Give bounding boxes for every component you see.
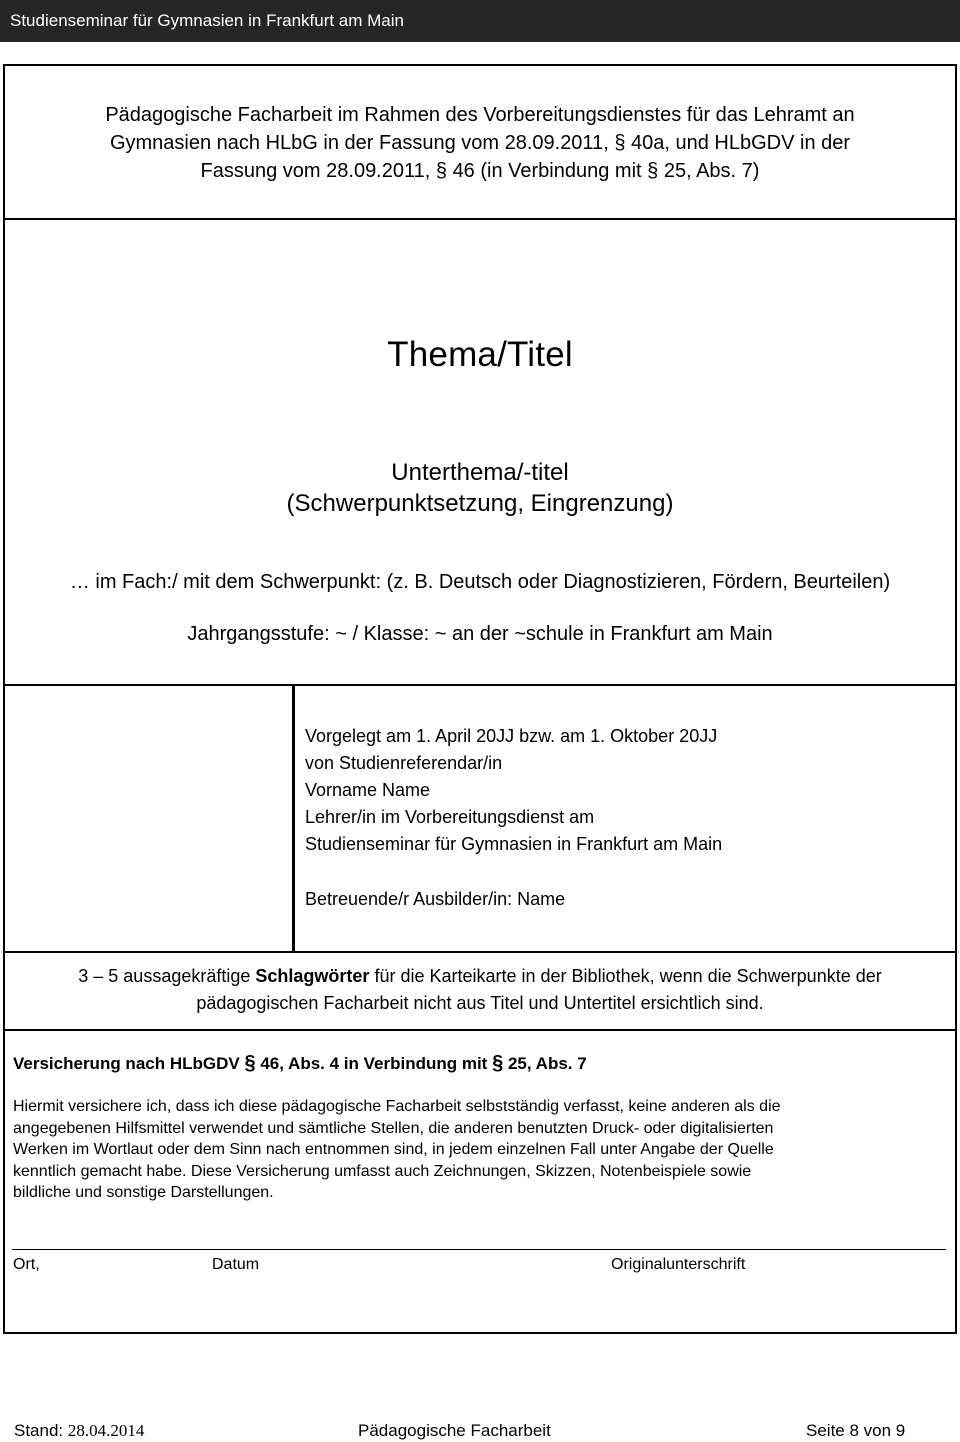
supervisor: Betreuende/r Ausbilder/in: Name [305, 889, 566, 909]
intro-line-2: Gymnasien nach HLbG in der Fassung vom 28.09.2011, § 40a, und HLbGDV in der [109, 132, 851, 154]
intro-line-3: Fassung vom 28.09.2011, § 46 (in Verbindung mit § 25, Abs. 7) [200, 160, 760, 182]
header-title: Studienseminar für Gymnasien in Frankfurt am Main [10, 11, 404, 30]
signature-place-label: Ort, [13, 1256, 40, 1273]
section-symbol: § [435, 160, 447, 182]
signature-date-label: Datum [212, 1256, 260, 1273]
declaration-line: Hiermit versichere ich, dass ich diese pädagogische Facharbeit selbstständig verfasst, keine anderen als die [13, 1098, 781, 1115]
keywords-line-2: pädagogischen Facharbeit nicht aus Titel und Untertitel ersichtlich sind. [196, 993, 764, 1013]
declaration-heading: Versicherung nach HLbGDV § 46, Abs. 4 in Verbindung mit § 25, Abs. 7 [13, 1052, 587, 1074]
signature-line [12, 1249, 946, 1250]
subject-line: … im Fach:/ mit dem Schwerpunkt: (z. B. Deutsch oder Diagnostizieren, Fördern, Beurteilen) [69, 571, 891, 593]
left-column-border [292, 684, 295, 952]
submission-date: Vorgelegt am 1. April 20JJ bzw. am 1. Oktober 20JJ [305, 726, 718, 746]
footer-stand: Stand: 28.04.2014 [14, 1421, 145, 1440]
author-role: Lehrer/in im Vorbereitungsdienst am [305, 807, 595, 827]
subtitle-line-1: Unterthema/-titel [391, 459, 569, 486]
keywords-note [10, 963, 950, 1017]
page-header [0, 0, 960, 42]
divider [3, 951, 957, 953]
divider [3, 218, 957, 220]
footer-stand-date: 28.04.2014 [67, 1421, 145, 1440]
author-name: Vorname Name [305, 780, 431, 800]
seminar-name: Studienseminar für Gymnasien in Frankfurt am Main [305, 834, 723, 854]
section-symbol: § [244, 1052, 256, 1074]
declaration-line: bildliche und sonstige Darstellungen. [13, 1184, 274, 1201]
declaration-text [13, 1096, 948, 1204]
keywords-emphasis: Schlagwörter [255, 966, 370, 986]
divider [3, 1029, 957, 1031]
footer-page-number: Seite 8 von 9 [806, 1421, 906, 1440]
declaration-line: angegebenen Hilfsmittel verwendet und sämtliche Stellen, die anderen benutzten Druck- oder digitalisierten [13, 1119, 774, 1137]
submission-info [305, 723, 945, 858]
thesis-title: Thema/Titel [387, 335, 573, 374]
subtitle-line-2: (Schwerpunktsetzung, Eingrenzung) [286, 490, 674, 517]
section-symbol: § [492, 1052, 504, 1074]
signature-original-label: Originalunterschrift [611, 1256, 746, 1273]
submission-by: von Studienreferendar/in [305, 753, 503, 773]
declaration-line: Werken im Wortlaut oder dem Sinn nach entnommen sind, in jedem einzelnen Fall unter Angabe der Quelle [13, 1141, 774, 1158]
section-symbol: § [614, 132, 626, 154]
declaration-line: kenntlich gemacht habe. Diese Versicherung umfasst auch Zeichnungen, Skizzen, Notenbeispiele sowie [13, 1162, 752, 1180]
footer-document-name: Pädagogische Facharbeit [358, 1421, 551, 1440]
intro-line-1: Pädagogische Facharbeit im Rahmen des Vorbereitungsdienstes für das Lehramt an [105, 104, 855, 126]
intro-text [10, 101, 950, 185]
divider [3, 684, 957, 686]
grade-line: Jahrgangsstufe: ~ / Klasse: ~ an der ~schule in Frankfurt am Main [187, 623, 773, 645]
thesis-subtitle [10, 457, 950, 519]
section-symbol: § [647, 160, 659, 182]
keywords-line-1: 3 – 5 aussagekräftige Schlagwörter für die Karteikarte in der Bibliothek, wenn die Schwerpunkte der [78, 966, 882, 986]
